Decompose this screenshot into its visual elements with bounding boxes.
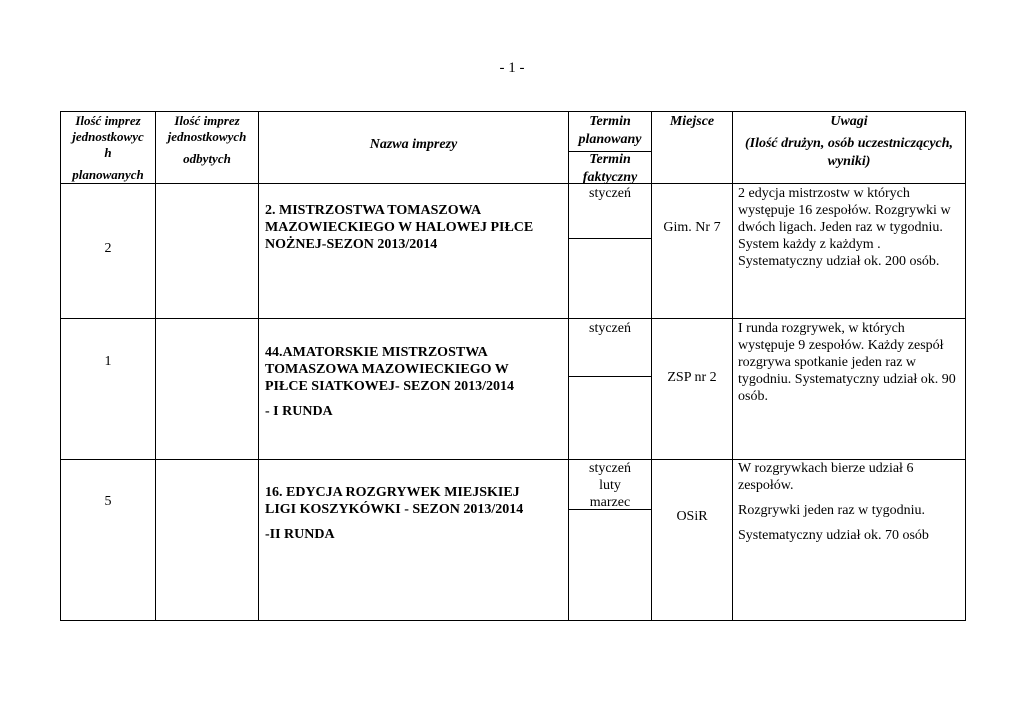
row-2-event-name: 44.AMATORSKIE MISTRZOSTWA TOMASZOWA MAZOWIECKIEGO W PIŁCE SIATKOWEJ- SEZON 2013/2014 - I RUNDA <box>265 345 515 419</box>
row-2-term-planned: styczeń <box>589 321 631 336</box>
header-notes: Uwagi (Ilość drużyn, osób uczestniczących, wyniki) <box>744 114 954 169</box>
row-3-event-name: 16. EDYCJA ROZGRYWEK MIEJSKIEJ LIGI KOSZYKÓWKI - SEZON 2013/2014 -II RUNDA <box>265 485 524 542</box>
header-term-actual: Termin faktyczny <box>582 152 638 185</box>
row-1-notes: 2 edycja mistrzostw w których występuje 16 zespołów. Rozgrywki w dwóch ligach. Jeden raz w tygodniu. System każdy z każdym . Systematyczny udział ok. 200 osób. <box>738 186 951 269</box>
header-place: Miejsce <box>669 114 715 129</box>
row-1-place: Gim. Nr 7 <box>663 220 721 235</box>
row-2-notes: I runda rozgrywek, w których występuje 9 zespołów. Każdy zespół rozgrywa spotkanie jeden raz w tygodniu. Systematyczny udział ok. 90 osób. <box>738 321 956 404</box>
row-1-event-name: 2. MISTRZOSTWA TOMASZOWA MAZOWIECKIEGO W HALOWEJ PIŁCE NOŻNEJ-SEZON 2013/2014 <box>265 203 534 252</box>
row-3-planned-count: 5 <box>104 494 112 509</box>
row-1-term-planned: styczeń <box>589 186 631 201</box>
row-3-term-planned: styczeń luty marzec <box>589 461 631 510</box>
header-term-planned: Termin planowany <box>578 114 642 147</box>
row-1-planned-count: 2 <box>104 241 112 256</box>
row-2-place: ZSP nr 2 <box>667 370 717 385</box>
row-3-place: OSiR <box>676 509 708 524</box>
row-2-planned-count: 1 <box>104 354 112 369</box>
page-number: - 1 - <box>499 60 525 76</box>
header-event-name: Nazwa imprezy <box>369 137 458 152</box>
header-done-count: Ilość imprez jednostkowych odbytych <box>167 113 247 166</box>
header-planned-count: Ilość imprez jednostkowyc h planowanych <box>72 113 144 182</box>
row-3-notes: W rozgrywkach bierze udział 6 zespołów. Rozgrywki jeden raz w tygodniu. Systematyczny udział ok. 70 osób <box>738 461 929 543</box>
